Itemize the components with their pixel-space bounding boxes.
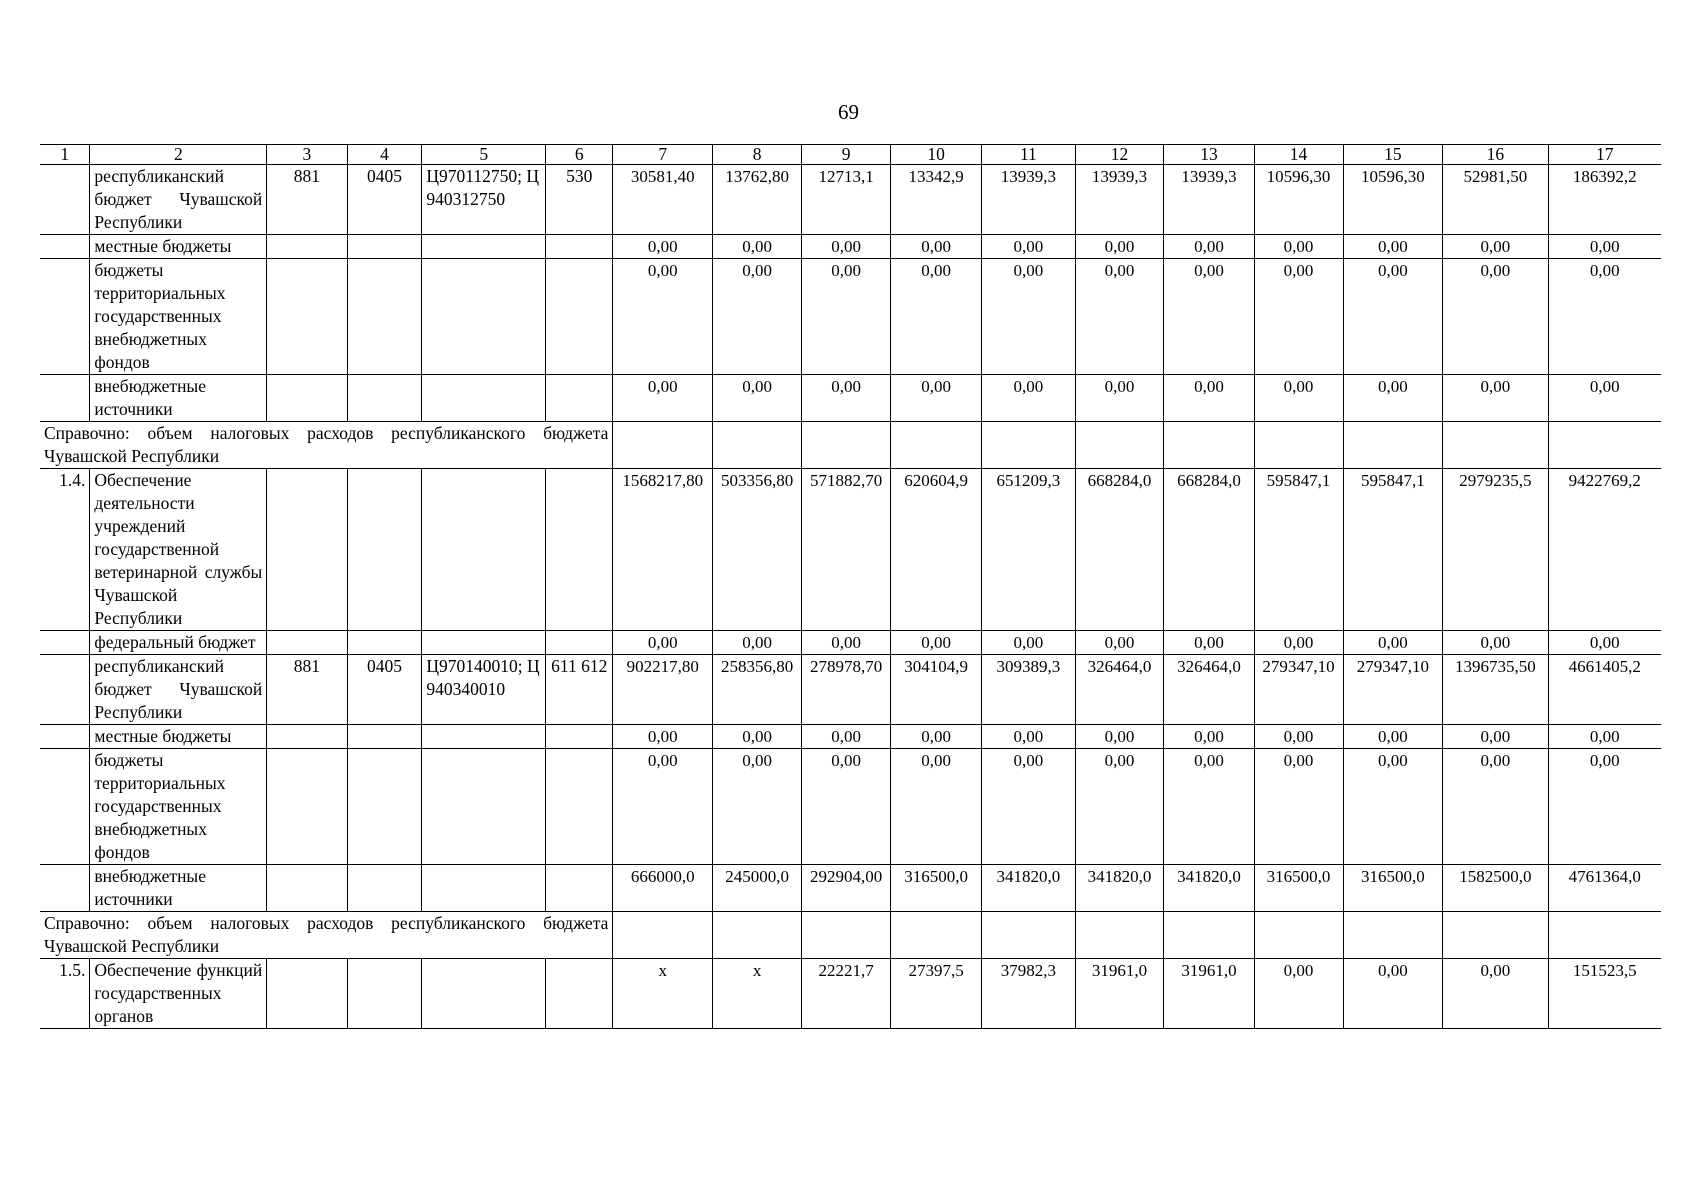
column-number: 12 xyxy=(1075,145,1164,165)
section-code: 0405 xyxy=(347,655,422,725)
value-cell: 30581,40 xyxy=(613,165,713,235)
item-number: 1.4. xyxy=(40,469,90,631)
table-row xyxy=(40,375,1661,422)
empty-cell xyxy=(613,912,713,959)
value-cell: 1582500,0 xyxy=(1443,865,1548,912)
value-cell: 13939,3 xyxy=(1164,165,1254,235)
value-cell: 304104,9 xyxy=(891,655,982,725)
expense-type-code xyxy=(546,235,613,259)
value-cell: 0,00 xyxy=(891,375,982,422)
column-number: 10 xyxy=(891,145,982,165)
value-cell: 341820,0 xyxy=(1164,865,1254,912)
column-number: 6 xyxy=(546,145,613,165)
expense-type-code xyxy=(546,259,613,375)
value-cell: 9422769,2 xyxy=(1548,469,1661,631)
value-cell: 571882,70 xyxy=(802,469,891,631)
value-cell: 2979235,5 xyxy=(1443,469,1548,631)
target-code xyxy=(422,725,546,749)
expense-type-code xyxy=(546,469,613,631)
value-cell: 341820,0 xyxy=(1075,865,1164,912)
value-cell: 0,00 xyxy=(1343,235,1443,259)
target-code xyxy=(422,631,546,655)
table-row xyxy=(40,259,1661,375)
column-number: 14 xyxy=(1254,145,1343,165)
empty-cell xyxy=(613,422,713,469)
value-cell: 0,00 xyxy=(802,259,891,375)
value-cell: 0,00 xyxy=(1254,631,1343,655)
value-cell: 316500,0 xyxy=(1254,865,1343,912)
value-cell: 0,00 xyxy=(1443,959,1548,1029)
value-cell: 245000,0 xyxy=(713,865,802,912)
value-cell: 0,00 xyxy=(1075,259,1164,375)
value-cell: 326464,0 xyxy=(1075,655,1164,725)
value-cell: 0,00 xyxy=(891,259,982,375)
value-cell: 0,00 xyxy=(713,749,802,865)
column-number: 15 xyxy=(1343,145,1443,165)
expense-type-code xyxy=(546,959,613,1029)
expense-type-code xyxy=(546,631,613,655)
value-cell: 10596,30 xyxy=(1343,165,1443,235)
value-cell: 13939,3 xyxy=(982,165,1075,235)
gr-code: 881 xyxy=(267,165,347,235)
value-cell: 668284,0 xyxy=(1164,469,1254,631)
value-cell: 0,00 xyxy=(1343,375,1443,422)
gr-code xyxy=(267,235,347,259)
value-cell: 0,00 xyxy=(613,235,713,259)
value-cell: 620604,9 xyxy=(891,469,982,631)
empty-cell xyxy=(891,422,982,469)
value-cell: 0,00 xyxy=(1075,631,1164,655)
target-code xyxy=(422,749,546,865)
empty-cell xyxy=(1343,422,1443,469)
value-cell: 316500,0 xyxy=(1343,865,1443,912)
column-number: 11 xyxy=(982,145,1075,165)
table-row xyxy=(40,749,1661,865)
value-cell: 0,00 xyxy=(613,259,713,375)
empty-cell xyxy=(1343,912,1443,959)
target-code xyxy=(422,235,546,259)
value-cell: 0,00 xyxy=(1443,631,1548,655)
item-name: республиканский бюджет Чувашской Республики xyxy=(90,165,267,235)
empty-cell xyxy=(1254,912,1343,959)
value-cell: 0,00 xyxy=(613,631,713,655)
value-cell: 0,00 xyxy=(1075,749,1164,865)
value-cell: 0,00 xyxy=(1164,259,1254,375)
section-code xyxy=(347,749,422,865)
value-cell: 0,00 xyxy=(982,375,1075,422)
value-cell: 0,00 xyxy=(1075,725,1164,749)
empty-cell xyxy=(1075,912,1164,959)
value-cell: 651209,3 xyxy=(982,469,1075,631)
value-cell: 0,00 xyxy=(1443,749,1548,865)
value-cell: 0,00 xyxy=(1254,725,1343,749)
value-cell: 0,00 xyxy=(613,375,713,422)
value-cell: 309389,3 xyxy=(982,655,1075,725)
value-cell: 10596,30 xyxy=(1254,165,1343,235)
value-cell: 668284,0 xyxy=(1075,469,1164,631)
empty-cell xyxy=(713,912,802,959)
column-number-row xyxy=(40,145,1661,165)
table-row xyxy=(40,235,1661,259)
value-cell: х xyxy=(713,959,802,1029)
target-code xyxy=(422,959,546,1029)
value-cell: 0,00 xyxy=(1075,375,1164,422)
item-number xyxy=(40,235,90,259)
empty-cell xyxy=(982,422,1075,469)
reference-note: Справочно: объем налоговых расходов республиканского бюджета Чувашской Республики xyxy=(40,912,613,959)
value-cell: 0,00 xyxy=(891,235,982,259)
value-cell: 0,00 xyxy=(1443,259,1548,375)
value-cell: 0,00 xyxy=(1443,235,1548,259)
value-cell: 27397,5 xyxy=(891,959,982,1029)
value-cell: 595847,1 xyxy=(1254,469,1343,631)
empty-cell xyxy=(1548,422,1661,469)
value-cell: 316500,0 xyxy=(891,865,982,912)
value-cell: 0,00 xyxy=(1548,631,1661,655)
value-cell: 0,00 xyxy=(713,259,802,375)
expense-type-code xyxy=(546,725,613,749)
section-code xyxy=(347,375,422,422)
value-cell: 37982,3 xyxy=(982,959,1075,1029)
value-cell: 31961,0 xyxy=(1075,959,1164,1029)
value-cell: 0,00 xyxy=(1164,725,1254,749)
value-cell: 1568217,80 xyxy=(613,469,713,631)
table-row xyxy=(40,865,1661,912)
value-cell: 0,00 xyxy=(1164,749,1254,865)
target-code xyxy=(422,375,546,422)
value-cell: 595847,1 xyxy=(1343,469,1443,631)
section-code xyxy=(347,959,422,1029)
value-cell: 0,00 xyxy=(613,725,713,749)
value-cell: 0,00 xyxy=(713,725,802,749)
empty-cell xyxy=(982,912,1075,959)
item-number xyxy=(40,165,90,235)
item-number xyxy=(40,749,90,865)
value-cell: 0,00 xyxy=(1343,631,1443,655)
value-cell: 0,00 xyxy=(982,725,1075,749)
target-code: Ц970112750; Ц940312750 xyxy=(422,165,546,235)
value-cell: 52981,50 xyxy=(1443,165,1548,235)
value-cell: 0,00 xyxy=(1164,631,1254,655)
item-name: федеральный бюджет xyxy=(90,631,267,655)
item-name: местные бюджеты xyxy=(90,235,267,259)
column-number: 1 xyxy=(40,145,90,165)
table-row xyxy=(40,469,1661,631)
value-cell: 0,00 xyxy=(802,235,891,259)
gr-code xyxy=(267,959,347,1029)
value-cell: 1396735,50 xyxy=(1443,655,1548,725)
section-code: 0405 xyxy=(347,165,422,235)
value-cell: 0,00 xyxy=(713,375,802,422)
value-cell: 0,00 xyxy=(1075,235,1164,259)
value-cell: 0,00 xyxy=(982,749,1075,865)
gr-code xyxy=(267,749,347,865)
value-cell: 13342,9 xyxy=(891,165,982,235)
expense-type-code: 611 612 xyxy=(546,655,613,725)
section-code xyxy=(347,865,422,912)
value-cell: 902217,80 xyxy=(613,655,713,725)
column-number: 2 xyxy=(90,145,267,165)
table-row xyxy=(40,959,1661,1029)
value-cell: 0,00 xyxy=(1548,375,1661,422)
page-number: 69 xyxy=(838,100,859,124)
value-cell: 0,00 xyxy=(802,631,891,655)
item-name: Обеспечение деятельности учреждений государственной ветеринарной службы Чувашской Республики xyxy=(90,469,267,631)
value-cell: 0,00 xyxy=(713,235,802,259)
target-code xyxy=(422,469,546,631)
column-number: 3 xyxy=(267,145,347,165)
column-number: 8 xyxy=(713,145,802,165)
expense-type-code xyxy=(546,375,613,422)
value-cell: 666000,0 xyxy=(613,865,713,912)
value-cell: 4761364,0 xyxy=(1548,865,1661,912)
value-cell: 12713,1 xyxy=(802,165,891,235)
value-cell: 278978,70 xyxy=(802,655,891,725)
reference-note: Справочно: объем налоговых расходов республиканского бюджета Чувашской Республики xyxy=(40,422,613,469)
value-cell: 0,00 xyxy=(802,375,891,422)
value-cell: 503356,80 xyxy=(713,469,802,631)
value-cell: 0,00 xyxy=(1254,375,1343,422)
value-cell: 0,00 xyxy=(891,749,982,865)
value-cell: 0,00 xyxy=(1254,259,1343,375)
value-cell: 13939,3 xyxy=(1075,165,1164,235)
value-cell: 151523,5 xyxy=(1548,959,1661,1029)
value-cell: 13762,80 xyxy=(713,165,802,235)
value-cell: 0,00 xyxy=(613,749,713,865)
expense-type-code xyxy=(546,865,613,912)
table-row xyxy=(40,165,1661,235)
column-number: 4 xyxy=(347,145,422,165)
value-cell: 0,00 xyxy=(982,631,1075,655)
value-cell: 0,00 xyxy=(1443,375,1548,422)
item-name: республиканский бюджет Чувашской Республики xyxy=(90,655,267,725)
empty-cell xyxy=(1443,912,1548,959)
reference-note-row xyxy=(40,422,1661,469)
empty-cell xyxy=(713,422,802,469)
item-name: внебюджетные источники xyxy=(90,375,267,422)
value-cell: 22221,7 xyxy=(802,959,891,1029)
value-cell: 0,00 xyxy=(1254,235,1343,259)
value-cell: 258356,80 xyxy=(713,655,802,725)
empty-cell xyxy=(1254,422,1343,469)
target-code xyxy=(422,865,546,912)
item-number xyxy=(40,655,90,725)
value-cell: 0,00 xyxy=(891,725,982,749)
value-cell: 0,00 xyxy=(1343,749,1443,865)
empty-cell xyxy=(802,422,891,469)
empty-cell xyxy=(891,912,982,959)
value-cell: 279347,10 xyxy=(1254,655,1343,725)
value-cell: 31961,0 xyxy=(1164,959,1254,1029)
gr-code xyxy=(267,631,347,655)
item-number xyxy=(40,865,90,912)
column-number: 9 xyxy=(802,145,891,165)
item-name: бюджеты территориальных государственных внебюджетных фондов xyxy=(90,749,267,865)
value-cell: 0,00 xyxy=(802,725,891,749)
gr-code: 881 xyxy=(267,655,347,725)
gr-code xyxy=(267,469,347,631)
value-cell: 0,00 xyxy=(1548,749,1661,865)
empty-cell xyxy=(1164,422,1254,469)
empty-cell xyxy=(802,912,891,959)
value-cell: 279347,10 xyxy=(1343,655,1443,725)
target-code xyxy=(422,259,546,375)
value-cell: 4661405,2 xyxy=(1548,655,1661,725)
expense-type-code xyxy=(546,749,613,865)
empty-cell xyxy=(1548,912,1661,959)
empty-cell xyxy=(1164,912,1254,959)
gr-code xyxy=(267,375,347,422)
column-number: 13 xyxy=(1164,145,1254,165)
gr-code xyxy=(267,259,347,375)
target-code: Ц970140010; Ц940340010 xyxy=(422,655,546,725)
value-cell: 0,00 xyxy=(982,235,1075,259)
item-name: местные бюджеты xyxy=(90,725,267,749)
item-name: внебюджетные источники xyxy=(90,865,267,912)
value-cell: 0,00 xyxy=(1254,959,1343,1029)
value-cell: 0,00 xyxy=(802,749,891,865)
item-number: 1.5. xyxy=(40,959,90,1029)
table-row xyxy=(40,631,1661,655)
item-number xyxy=(40,375,90,422)
value-cell: 341820,0 xyxy=(982,865,1075,912)
section-code xyxy=(347,469,422,631)
value-cell: 0,00 xyxy=(1343,725,1443,749)
item-number xyxy=(40,725,90,749)
gr-code xyxy=(267,865,347,912)
value-cell: 0,00 xyxy=(1548,259,1661,375)
value-cell: 0,00 xyxy=(1548,235,1661,259)
expense-type-code: 530 xyxy=(546,165,613,235)
section-code xyxy=(347,631,422,655)
item-number xyxy=(40,259,90,375)
value-cell: х xyxy=(613,959,713,1029)
reference-note-row xyxy=(40,912,1661,959)
empty-cell xyxy=(1443,422,1548,469)
value-cell: 186392,2 xyxy=(1548,165,1661,235)
value-cell: 0,00 xyxy=(1164,235,1254,259)
value-cell: 292904,00 xyxy=(802,865,891,912)
value-cell: 0,00 xyxy=(1343,259,1443,375)
section-code xyxy=(347,235,422,259)
column-number: 7 xyxy=(613,145,713,165)
section-code xyxy=(347,259,422,375)
value-cell: 0,00 xyxy=(1548,725,1661,749)
value-cell: 0,00 xyxy=(891,631,982,655)
column-number: 5 xyxy=(422,145,546,165)
column-number: 16 xyxy=(1443,145,1548,165)
value-cell: 326464,0 xyxy=(1164,655,1254,725)
value-cell: 0,00 xyxy=(982,259,1075,375)
value-cell: 0,00 xyxy=(1443,725,1548,749)
item-name: бюджеты территориальных государственных внебюджетных фондов xyxy=(90,259,267,375)
value-cell: 0,00 xyxy=(1254,749,1343,865)
item-name: Обеспечение функций государственных органов xyxy=(90,959,267,1029)
section-code xyxy=(347,725,422,749)
budget-table xyxy=(40,144,1661,1029)
column-number: 17 xyxy=(1548,145,1661,165)
gr-code xyxy=(267,725,347,749)
item-number xyxy=(40,631,90,655)
value-cell: 0,00 xyxy=(1343,959,1443,1029)
value-cell: 0,00 xyxy=(713,631,802,655)
empty-cell xyxy=(1075,422,1164,469)
table-row xyxy=(40,655,1661,725)
table-row xyxy=(40,725,1661,749)
value-cell: 0,00 xyxy=(1164,375,1254,422)
